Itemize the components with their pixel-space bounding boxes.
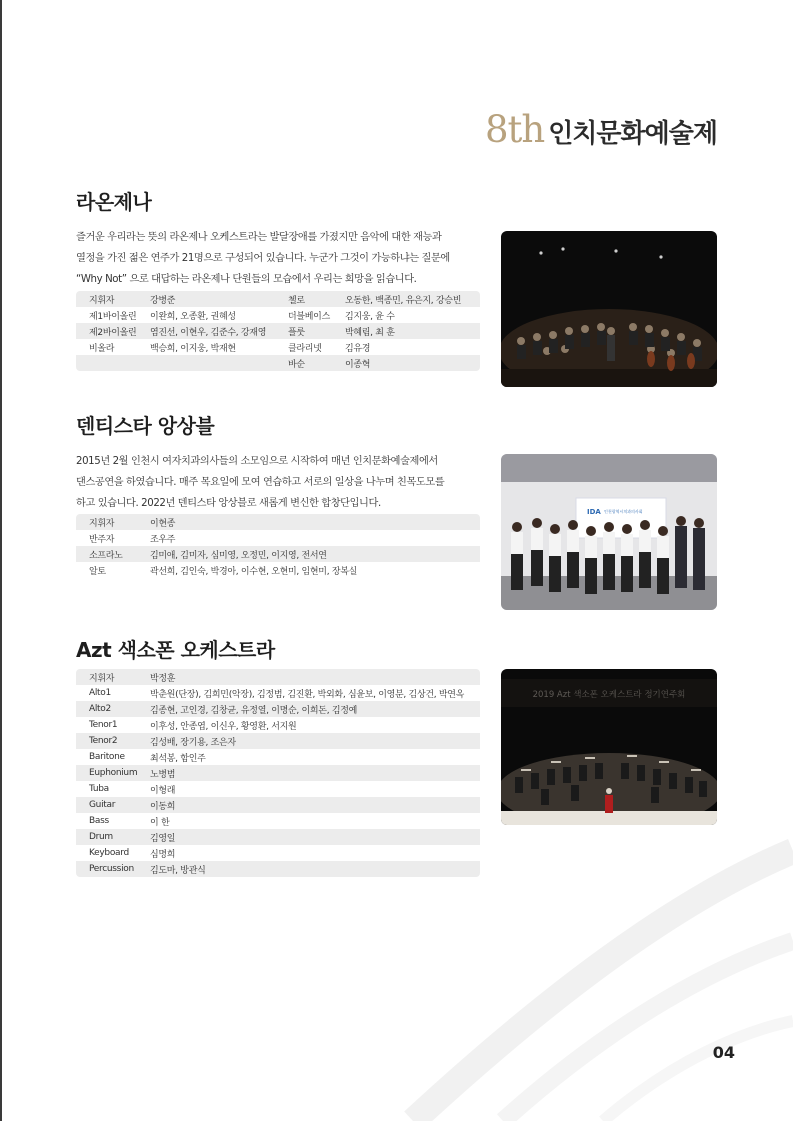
members-cell: 박혜림, 최 훈 (345, 323, 480, 339)
role-cell: 지휘자 (76, 514, 150, 530)
role-cell: Tenor1 (89, 720, 118, 730)
role-cell: 알토 (89, 566, 106, 577)
festival-title: 인치문화예술제 (548, 119, 717, 149)
table-row (76, 562, 480, 578)
section-description-raonzena (76, 227, 482, 290)
role-cell: 반주자 (89, 534, 115, 545)
role-cell: 클라리넷 (288, 343, 322, 354)
saxophone-orchestra-photo (501, 669, 717, 825)
role-cell: 소프라노 (76, 546, 150, 562)
description-line: 즐거운 우리라는 뜻의 라온제나 오케스트라는 발달장애를 가졌지만 음악에 대한 재능과 (76, 232, 442, 243)
page-number: 04 (712, 1043, 735, 1062)
table-row (76, 291, 480, 307)
role-cell: 바순 (288, 355, 345, 371)
table-row (76, 669, 480, 685)
members-cell: 이동희 (150, 797, 480, 813)
members-cell: 심명희 (150, 849, 176, 860)
table-row (76, 733, 480, 749)
role-cell: Keyboard (89, 848, 129, 858)
members-cell: 조우주 (150, 534, 176, 545)
members-cell: 김지웅, 윤 수 (345, 311, 395, 322)
section-title-raonzena: 라온제나 (76, 190, 152, 214)
description-line: “Why Not” 으로 대답하는 라온제나 단원들의 모습에서 우리는 희망을 읽습니다. (76, 274, 417, 285)
section-description-dentista (76, 451, 482, 514)
role-cell: 지휘자 (76, 291, 150, 307)
table-row (76, 861, 480, 877)
edition-label: 8th (484, 108, 545, 151)
members-cell: 이완희, 오종환, 권혜성 (150, 311, 236, 322)
left-border-rule (0, 0, 2, 1121)
role-cell: Drum (76, 829, 150, 845)
description-line: 열정을 가진 젊은 연주가 21명으로 구성되어 있습니다. 누군가 그것이 가능하냐는 질문에 (76, 253, 450, 264)
choir-banner-text: 인천광역시치과의사회 (604, 509, 643, 514)
role-cell: 첼로 (288, 291, 345, 307)
role-cell: Alto1 (89, 688, 111, 698)
table-row (76, 701, 480, 717)
table-row (76, 749, 480, 765)
role-cell: Tenor2 (76, 733, 150, 749)
table-row (76, 845, 480, 861)
table-row (76, 307, 480, 323)
role-cell: Tuba (89, 784, 109, 794)
role-cell: Bass (89, 816, 109, 826)
choir-photo (501, 454, 717, 610)
role-cell: Guitar (76, 797, 150, 813)
members-cell: 김영일 (150, 829, 480, 845)
table-row (76, 546, 480, 562)
members-cell: 오동한, 백종민, 유은지, 강승빈 (345, 291, 480, 307)
role-cell: 비올라 (89, 343, 115, 354)
members-cell (150, 355, 288, 371)
table-row (76, 829, 480, 845)
members-cell: 이종혁 (345, 355, 480, 371)
members-cell: 김미애, 김미자, 심미영, 오정민, 이지영, 전서연 (150, 546, 480, 562)
table-row (76, 514, 480, 530)
member-table-dentista (76, 514, 480, 578)
members-cell: 이형래 (150, 785, 176, 796)
description-line: 댄스공연을 하였습니다. 매주 목요일에 모여 연습하고 서로의 일상을 나누며 친목도모를 (76, 477, 445, 488)
saxophone-banner-text: 2019 Azt 색소폰 오케스트라 정기연주회 (532, 690, 686, 700)
role-cell (76, 355, 150, 371)
role-cell: 지휘자 (76, 669, 150, 685)
role-cell: 더블베이스 (288, 311, 330, 322)
members-cell: 최석봉, 함인주 (150, 753, 206, 764)
members-cell: 이 한 (150, 817, 170, 828)
members-cell: 김종현, 고인경, 김창균, 유정열, 이명순, 이희돈, 김정예 (150, 701, 480, 717)
members-cell: 백승희, 이지웅, 박재현 (150, 343, 236, 354)
members-cell: 김유경 (345, 343, 371, 354)
table-row (76, 781, 480, 797)
members-cell: 박정훈 (150, 669, 480, 685)
table-row (76, 685, 480, 701)
role-cell: 플룻 (288, 323, 345, 339)
member-table-azt-saxophone (76, 669, 480, 877)
role-cell: Baritone (89, 752, 125, 762)
members-cell: 이현종 (150, 514, 480, 530)
section-title-azt-saxophone: Azt 색소폰 오케스트라 (76, 638, 275, 662)
members-cell: 김도마, 방관식 (150, 861, 480, 877)
member-table-raonzena (76, 291, 480, 371)
role-cell: 제1바이올린 (89, 311, 137, 322)
members-cell: 박춘원(단장), 김희민(악장), 김정범, 김진환, 박외화, 심윤보, 이영분, 김상건, 박연옥 (150, 689, 465, 700)
description-line: 2015년 2월 인천시 여자치과의사들의 소모임으로 시작하여 매년 인치문화예술제에서 (76, 456, 438, 467)
members-cell: 곽선희, 김인숙, 박경아, 이수현, 오현미, 임현미, 장복실 (150, 566, 358, 577)
table-row (76, 355, 480, 371)
page-header (485, 108, 717, 151)
description-line: 하고 있습니다. 2022년 덴티스타 앙상블로 새롭게 변신한 합창단입니다. (76, 498, 381, 509)
members-cell: 강병준 (150, 291, 288, 307)
members-cell: 노병범 (150, 765, 480, 781)
table-row (76, 797, 480, 813)
members-cell: 김성배, 장기용, 조은자 (150, 733, 480, 749)
table-row (76, 323, 480, 339)
members-cell: 염진선, 이현우, 김준수, 강재영 (150, 323, 288, 339)
role-cell: Percussion (76, 861, 150, 877)
orchestra-photo (501, 231, 717, 387)
table-row (76, 717, 480, 733)
table-row (76, 813, 480, 829)
members-cell: 이후성, 안종엽, 이신우, 황영환, 서지원 (150, 721, 297, 732)
choir-banner-logo: IDA (587, 508, 601, 516)
table-row (76, 530, 480, 546)
role-cell: Euphonium (76, 765, 150, 781)
role-cell: Alto2 (76, 701, 150, 717)
section-title-dentista: 덴티스타 앙상블 (76, 414, 215, 438)
table-row (76, 339, 480, 355)
role-cell: 제2바이올린 (76, 323, 150, 339)
table-row (76, 765, 480, 781)
